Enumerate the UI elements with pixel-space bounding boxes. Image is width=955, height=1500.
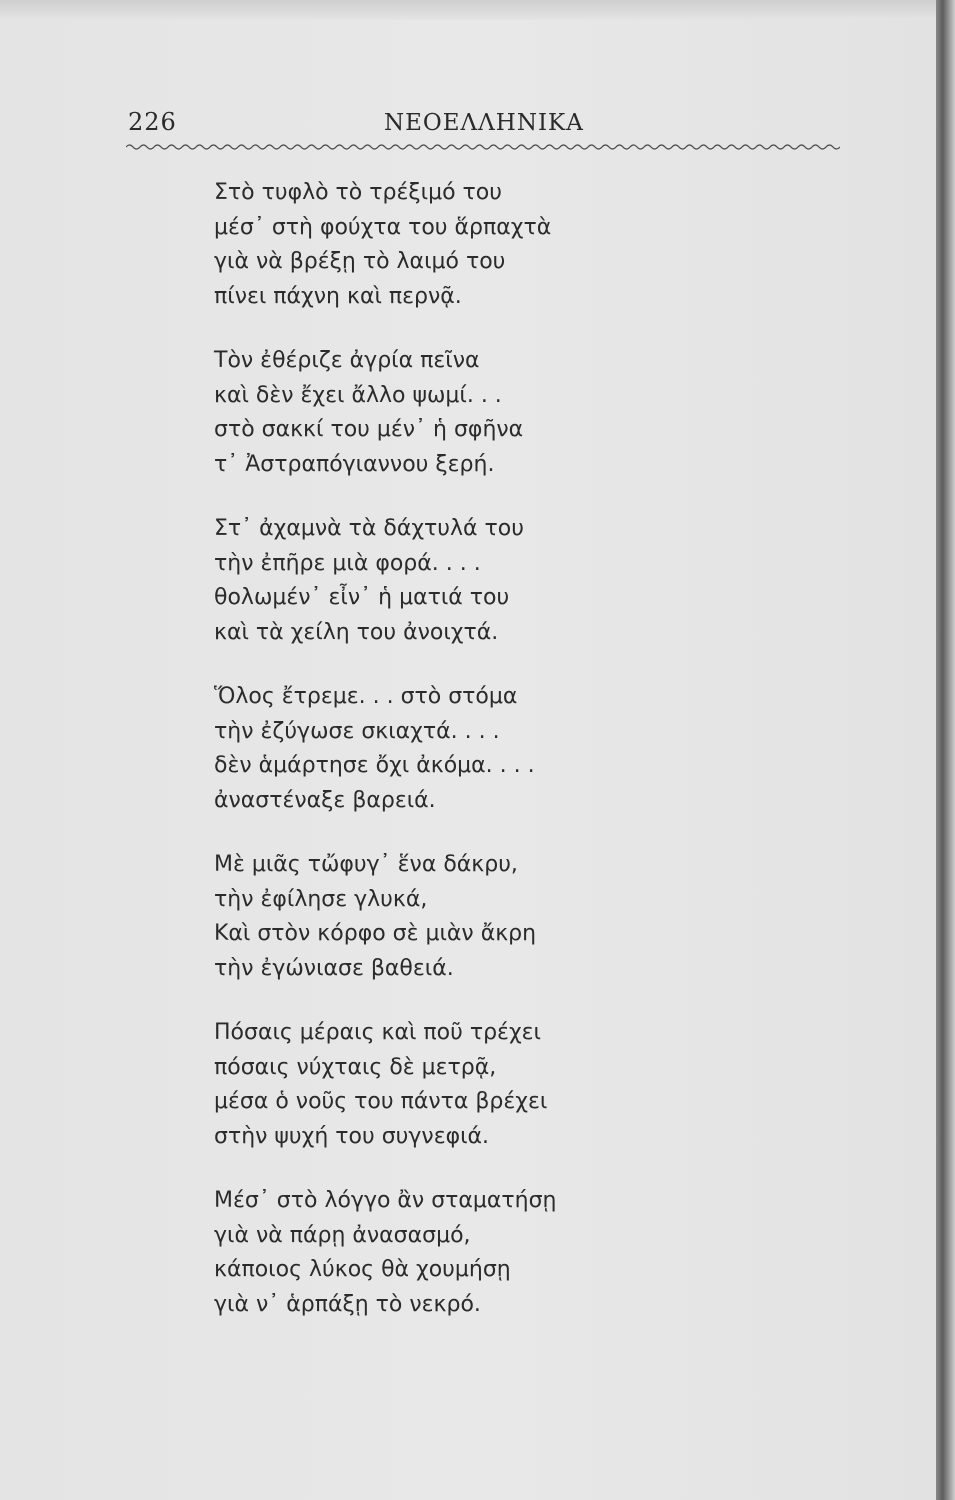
stanza bbox=[200, 176, 820, 314]
verse-line: γιὰ νὰ πάρῃ ἀνασασμό, bbox=[214, 1222, 471, 1248]
wavy-header-rule bbox=[126, 142, 840, 152]
verse-line: πίνει πάχνη καὶ περνᾷ. bbox=[214, 283, 462, 309]
stanza bbox=[200, 344, 820, 482]
stanza bbox=[200, 848, 820, 986]
verse-line: γιὰ ν᾽ ἁρπάξῃ τὸ νεκρό. bbox=[214, 1291, 481, 1317]
stanza bbox=[200, 1184, 820, 1322]
stanza bbox=[200, 1016, 820, 1154]
verse-line: ἀναστέναξε βαρειά. bbox=[214, 787, 436, 813]
running-title: ΝΕΟΕΛΛΗΝΙΚΑ bbox=[384, 110, 584, 136]
verse-line: Μὲ μιᾶς τὤφυγ᾽ ἕνα δάκρυ, bbox=[214, 852, 518, 877]
poem bbox=[200, 176, 820, 1352]
verse-line: κάποιος λύκος θὰ χουμήσῃ bbox=[214, 1257, 511, 1282]
verse-line: Στ᾽ ἀχαμνὰ τὰ δάχτυλά του bbox=[214, 516, 524, 541]
verse-line: μέσα ὁ νοῦς του πάντα βρέχει bbox=[214, 1089, 548, 1114]
verse-line: Καὶ στὸν κόρφο σὲ μιὰν ἄκρη bbox=[214, 921, 537, 946]
verse-line: τὴν ἐγώνιασε βαθειά. bbox=[214, 955, 454, 981]
page-top-shadow bbox=[0, 0, 955, 20]
verse-line: τὴν ἐζύγωσε σκιαχτά. . . . bbox=[214, 718, 500, 744]
verse-line: Στὸ τυφλὸ τὸ τρέξιμό του bbox=[214, 180, 502, 205]
verse-line: τὴν ἐπῆρε μιὰ φορά. . . . bbox=[214, 550, 481, 576]
verse-line: γιὰ νὰ βρέξῃ τὸ λαιμό του bbox=[214, 249, 506, 274]
page-number: 226 bbox=[128, 108, 177, 136]
stanza bbox=[200, 512, 820, 650]
verse-line: μέσ᾽ στὴ φούχτα του ἅρπαχτὰ bbox=[214, 214, 552, 240]
verse-line: Τὸν ἐθέριζε ἀγρία πεῖνα bbox=[214, 348, 480, 373]
page-gutter-edge bbox=[936, 0, 955, 1500]
verse-line: Πόσαις μέραις καὶ ποῦ τρέχει bbox=[214, 1020, 541, 1045]
verse-line: Μέσ᾽ στὸ λόγγο ἂν σταματήσῃ bbox=[214, 1188, 557, 1213]
verse-line: τ᾽ Ἀστραπόγιαννου ξερή. bbox=[214, 451, 495, 477]
verse-line: θολωμέν᾽ εἶν᾽ ἡ ματιά του bbox=[214, 585, 510, 610]
verse-line: Ὅλος ἔτρεμε. . . στὸ στόμα bbox=[214, 684, 518, 709]
verse-line: τὴν ἐφίλησε γλυκά, bbox=[214, 886, 428, 912]
stanza bbox=[200, 680, 820, 818]
verse-line: στὴν ψυχή του συγνεφιά. bbox=[214, 1123, 490, 1149]
verse-line: πόσαις νύχταις δὲ μετρᾷ, bbox=[214, 1054, 497, 1080]
verse-line: δὲν ἁμάρτησε ὄχι ἀκόμα. . . . bbox=[214, 753, 535, 778]
verse-line: καὶ δὲν ἔχει ἄλλο ψωμί. . . bbox=[214, 382, 502, 408]
verse-line: καὶ τὰ χείλη του ἀνοιχτά. bbox=[214, 619, 499, 645]
verse-line: στὸ σακκί του μέν᾽ ἡ σφῆνα bbox=[214, 417, 524, 442]
